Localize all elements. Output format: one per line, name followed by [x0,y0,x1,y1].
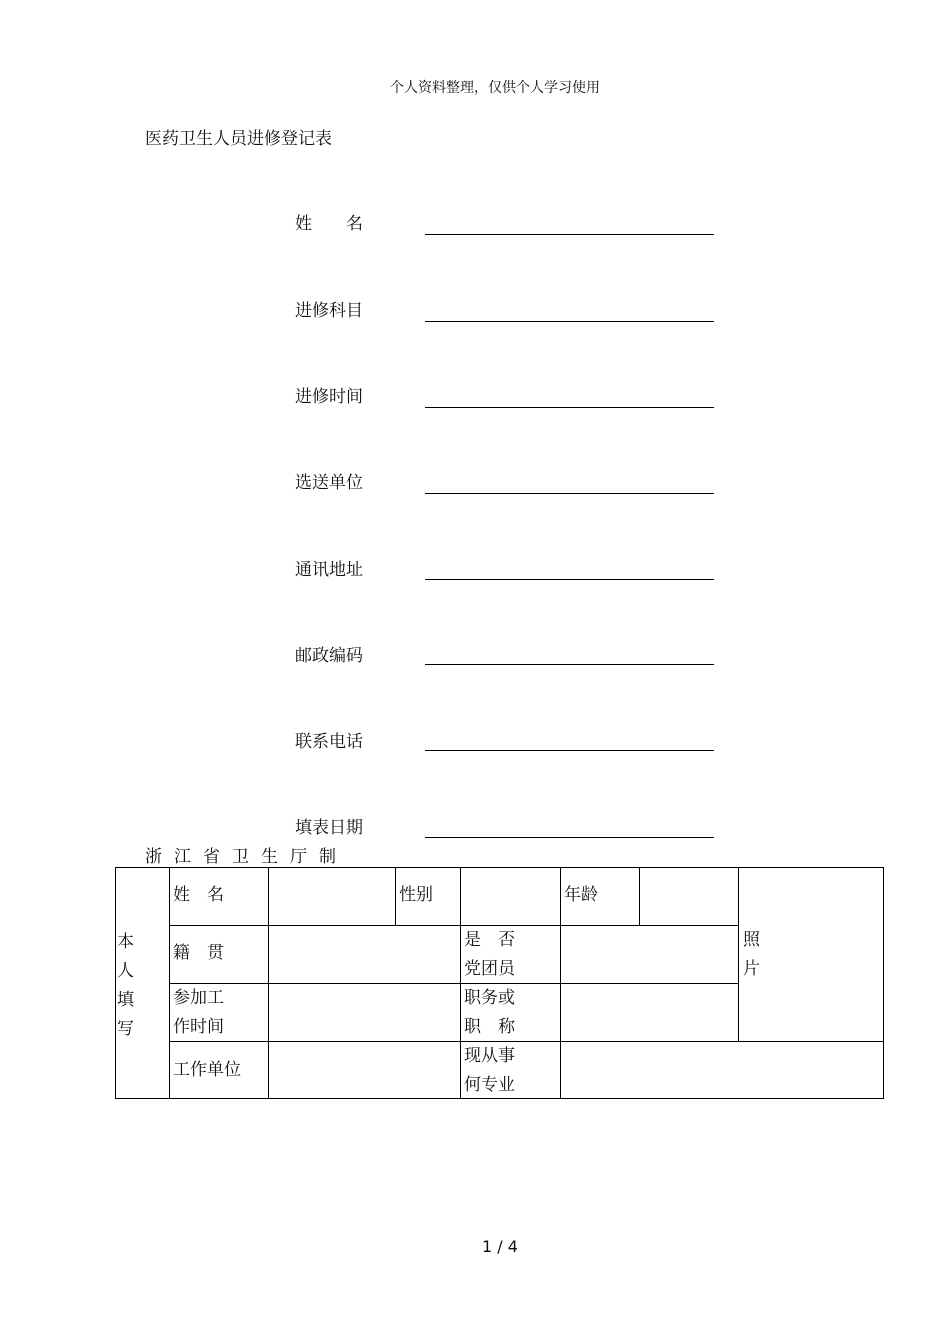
field-line-postcode[interactable] [425,664,714,665]
field-label-period: 进修时间 [295,387,363,407]
party-member-label-2: 党团员 [464,959,515,979]
page-number: 1 / 4 [482,1237,518,1256]
party-member-label-1: 是 否 [464,930,515,950]
work-start-label-2: 作时间 [173,1017,224,1037]
work-unit-value-cell[interactable] [268,1041,461,1099]
gender-label-cell [395,867,461,926]
job-title-label-1: 职务或 [464,988,515,1008]
name-value-cell[interactable] [268,867,396,926]
specialty-label-2: 何专业 [464,1075,515,1095]
photo-label-1: 照 [743,930,760,950]
field-label-phone: 联系电话 [295,732,363,752]
party-member-value-cell[interactable] [560,925,739,984]
job-title-label-2: 职 称 [464,1017,515,1037]
specialty-value-cell[interactable] [560,1041,884,1099]
photo-cell[interactable] [738,867,884,1042]
job-title-value-cell[interactable] [560,983,739,1042]
work-start-value-cell[interactable] [268,983,461,1042]
age-value-cell[interactable] [639,867,739,926]
field-label-subject: 进修科目 [295,301,363,321]
field-label-postcode: 邮政编码 [295,646,363,666]
field-line-date[interactable] [425,837,714,838]
specialty-label-cell [460,1041,561,1099]
field-line-phone[interactable] [425,750,714,751]
specialty-label-1: 现从事 [464,1046,515,1066]
section-label-cell [115,867,170,1099]
party-member-label-cell [460,925,561,984]
photo-label-2: 片 [743,959,760,979]
job-title-label-cell [460,983,561,1042]
field-label-address: 通讯地址 [295,560,363,580]
header-note: 个人资料整理，仅供个人学习使用 [390,80,600,96]
native-place-value-cell[interactable] [268,925,461,984]
field-line-address[interactable] [425,579,714,580]
age-label-cell [560,867,640,926]
field-line-unit[interactable] [425,493,714,494]
section-label: 本 人 填 写 [117,932,134,1039]
work-start-label-cell [169,983,269,1042]
age-label: 年龄 [564,885,598,905]
work-unit-label: 工作单位 [173,1060,241,1080]
name-label-cell [169,867,269,926]
native-place-label-cell [169,925,269,984]
field-label-unit: 选送单位 [295,473,363,493]
gender-label: 性别 [399,885,433,905]
field-label-name: 姓 名 [295,214,363,234]
document-title: 医药卫生人员进修登记表 [145,129,332,149]
field-label-date: 填表日期 [295,818,363,838]
name-label: 姓 名 [173,885,224,905]
work-unit-label-cell [169,1041,269,1099]
gender-value-cell[interactable] [460,867,561,926]
field-line-name[interactable] [425,234,714,235]
native-place-label: 籍 贯 [173,943,224,963]
work-start-label-1: 参加工 [173,988,224,1008]
issuer: 浙江省卫生厅制 [145,847,348,867]
field-line-subject[interactable] [425,321,714,322]
field-line-period[interactable] [425,407,714,408]
